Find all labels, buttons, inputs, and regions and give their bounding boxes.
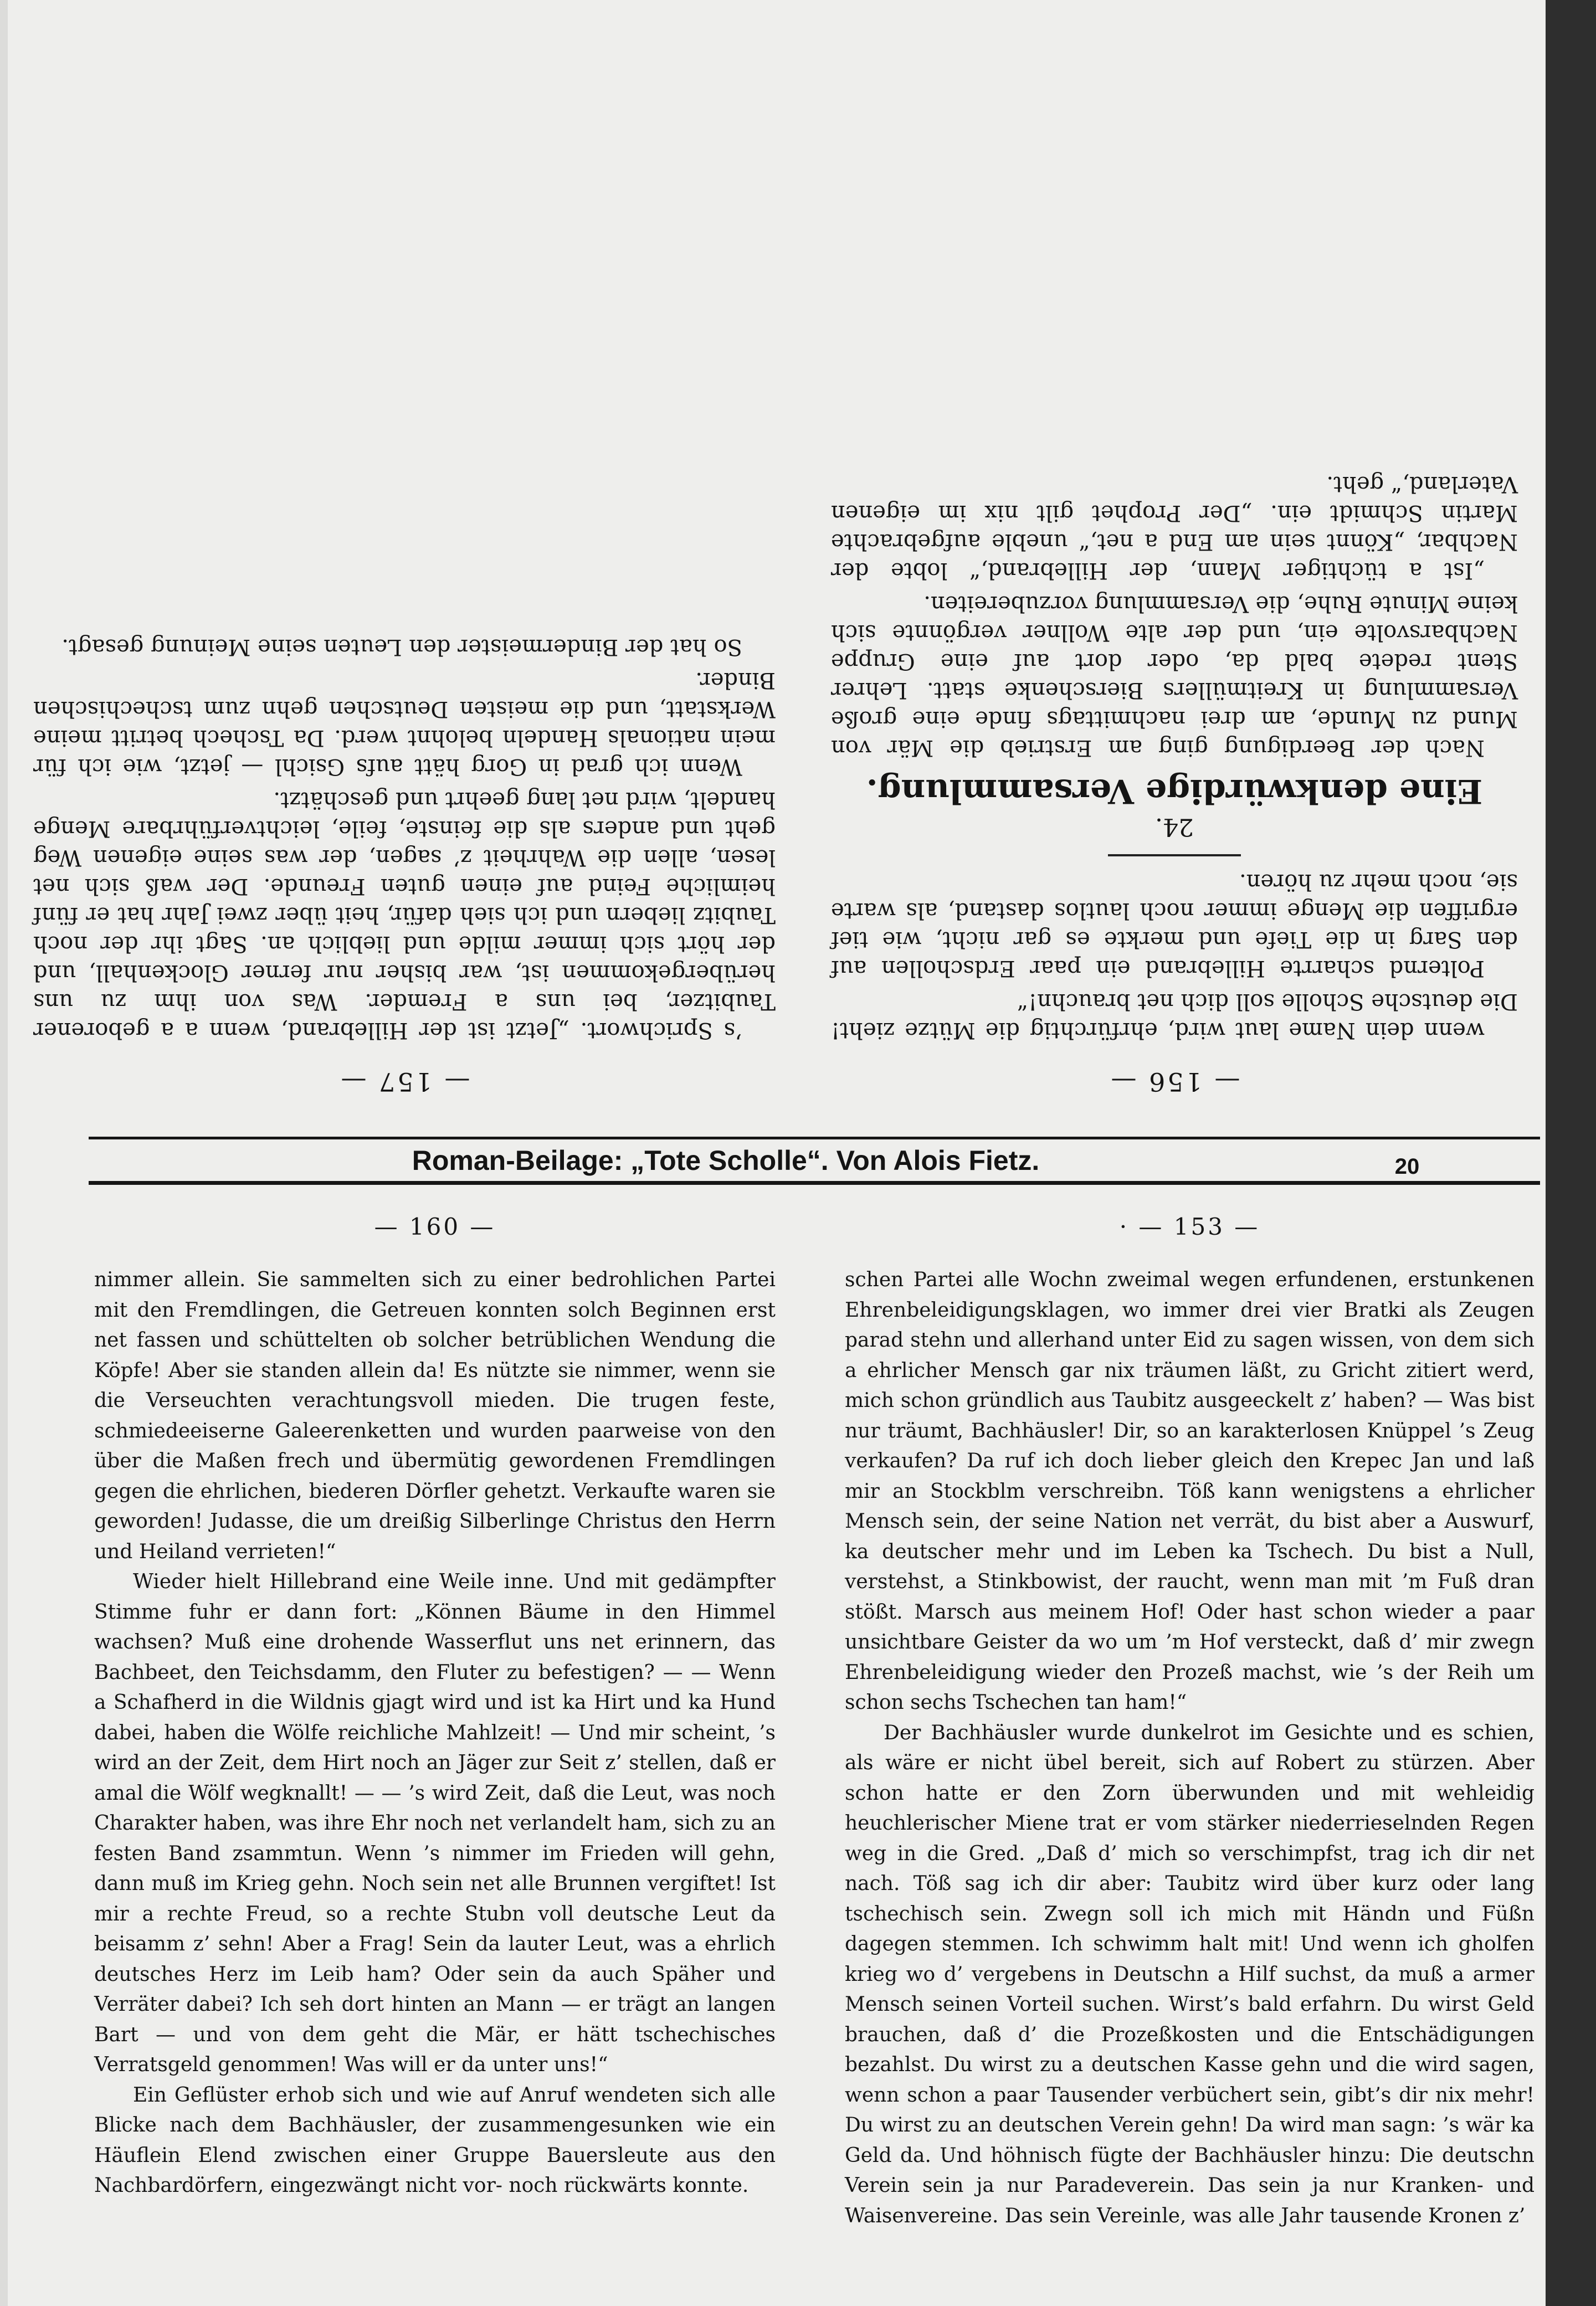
upper-left-page	[33, 0, 776, 1130]
paragraph: „Ist a tüchtiger Mann, der Hillebrand,“ lobte der Nachbar, „Könnt sein am End a net,“ uneble aufgebrachte Martin Schmidt ein. „Der Prophet gilt nix im eigenen Vaterland,“ geht.	[831, 471, 1518, 583]
paragraph: ’s Sprichwort. „Jetzt ist der Hillebrand, wenn a a geborener Taubitzer, bei uns a Fremder. Was von ihm zu uns herübergekommen ist, war bisher nur ferner Glockenhall, und der hört sich immer milde und lieblich an. Sagt ihr der noch Taubitz liebern und ich sieh dafür, heit über zwei Jahr hat er fünf heimliche Feind auf einen guten Freunde. Der waß sich net lesen, allen die Wahrheit z’ sagen, der was seine eigenen Weg geht und anders als die feinste, feile, leichtverführbare Menge handelt, wird net lang geehrt und geschätzt.	[33, 787, 776, 1043]
header-rule-top	[89, 1137, 1540, 1139]
paragraph: schen Partei alle Wochn zweimal wegen erfundenen, erstunkenen Ehrenbeleidigungsklagen, wo immer drei vier Bratki als Zeugen parad stehn und allerhand unter Eid zu sagen wissen, von dem sich a ehrlicher Mensch gar nix träumen läßt, zu Gricht zitiert werd, mich schon gründlich aus Taubitz ausgeeckelt z’ haben? — Was bist nur träumt, Bachhäusler! Dir, so an karakterlosen Knüppel ’s Zeug verkaufen? Da ruf ich doch lieber gleich den Krepec Jan und laß mir an Stockblm verschreibn. Töß kann wenigstens a ehrlicher Mensch sein, der seine Nation net verrät, du bist aber a Auswurf, ka deutscher mehr und im Leben ka Tschech. Du bist a Null, verstehst, a Stinkbowist, der raucht, wenn man mit ’m Fuß dran stößt. Marsch aus meinem Hof! Oder hast schon wieder a paar unsichtbare Geister da wo um ’m Hof versteckt, daß d’ mir zwegn Ehrenbeleidigung wieder den Prozeß machst, wie ’s der Reih um schon sechs Tschechen tan ham!“	[845, 1268, 1535, 1714]
issue-number: 20	[1394, 1154, 1420, 1179]
paragraph: Nach der Beerdigung ging am Erstrieb die Mär von Mund zu Munde, am drei nachmittags finde eine große Versammlung in Kreitmüllers Bierschenke statt. Lehrer Stent redete bald da, oder dort auf eine Gruppe Nachbarsvolte ein, und der alte Wollner vergönnte sich keine Minute Ruhe, die Versammlung vorzubereiten.	[831, 591, 1518, 761]
scan-left-edge	[0, 0, 8, 2306]
paragraph: Polternd scharrte Hillebrand ein paar Erdschollen auf den Sarg in die Tiefe und merkte es gar nicht, wie tief ergriffen die Menge immer noch lautlos dastand, als warte sie, noch mehr zu hören.	[831, 869, 1518, 981]
page-body	[94, 1265, 776, 2201]
header-rule-bottom	[89, 1181, 1540, 1185]
section-divider	[1108, 854, 1241, 856]
page-body	[845, 1265, 1535, 2231]
paragraph: Wenn ich grad in Gorg hätt aufs Gsichl — jetzt, wie ich für mein nationals Handeln belohnt werd. Da Tschech betritt meine Werkstatt, und die meisten Deutschen gehn zum tschechischen Binder.	[33, 667, 776, 779]
lower-left-page	[94, 1213, 776, 2201]
lower-right-page	[845, 1213, 1535, 2231]
page-body	[33, 633, 776, 1045]
paragraph: Wieder hielt Hillebrand eine Weile inne. Und mit gedämpfter Stimme fuhr er dann fort: „Können Bäume in den Himmel wachsen? Muß eine drohende Wasserflut uns net erinnern, das Bachbeet, den Teichsdamm, den Fluter zu befestigen? — — Wenn a Schafherd in die Wildnis gjagt wird und ist ka Hirt und ka Hund dabei, haben die Wölfe reichliche Mahlzeit! — Und mir scheint, ’s wird an der Zeit, dem Hirt noch an Jäger zur Seit z’ stellen, daß er amal die Wölf wegknallt! — — ’s wird Zeit, daß die Leut, was noch Charakter haben, was ihre Ehr noch net verlandelt ham, sich zu an festen Band zsammtun. Wenn ’s nimmer im Frieden will gehn, dann muß im Krieg gehn. Noch sein net alle Brunnen vergiftet! Ist mir a rechte Freud, so a rechte Stubn voll deutsche Leut da beisamm z’ sehn! Aber a Frag! Sein da lauter Leut, was a ehrlich deutsches Herz im Leib ham? Oder sein da auch Späher und Verräter dabei? Ich seh dort hinten an Mann — er trägt an langen Bart — und von dem geht die Mär, er hätt tschechisches Verratsgeld genommen! Was will er da unter uns!“	[94, 1570, 776, 2076]
paragraph: Ein Geflüster erhob sich und wie auf Anruf wendeten sich alle Blicke nach dem Bachhäusler, der zusammengesunken wie ein Häuflein Elend zwischen einer Gruppe Bauersleute aus den Nachbardörfern, eingezwängt nicht vor- noch rückwärts konnte.	[94, 2083, 776, 2197]
scan-right-edge	[1546, 0, 1596, 2306]
paragraph: wenn dein Name laut wird, ehrfürchtig die Mütze zieht! Die deutsche Scholle soll dich net brauchn!“	[831, 989, 1518, 1043]
page-number: — 156 —	[1109, 1067, 1240, 1097]
page-number: · — 153 —	[1119, 1213, 1260, 1240]
closing-line: So hat der Bindermeister den Leuten seine Meinung gesagt.	[61, 634, 742, 660]
page-number: — 157 —	[338, 1067, 470, 1097]
page-number: — 160 —	[374, 1213, 496, 1240]
paragraph: Der Bachhäusler wurde dunkelrot im Gesichte und es schien, als wäre er nicht übel bereit, sich auf Robert zu stürzen. Aber schon hatte er den Zorn überwunden und mit wehleidig heuchlerischer Miene trat er vom stärker niederrieselnden Regen weg in die Gred. „Daß d’ mich so verschimpfst, trag ich dir net nach. Töß sag ich dir aber: Taubitz wird über kurz oder lang tschechisch sein. Zwegn soll ich mich mit Händn und Füßn dagegen stemmen. Ich schwimm halt mit! Und wenn ich gholfen krieg wo d’ vergebens in Deutschn a Hilf suchst, da muß a armer Mensch seinen Vorteil suchen. Wirst’s bald erfahrn. Du wirst Geld brauchen, daß d’ die Prozeßkosten und die Entschädigungen bezahlst. Du wirst zu a deutschen Kasse gehn und die wird sagen, wenn schon a paar Tausender verbüchert sein, gibt’s dir nix mehr! Du wirst zu an deutschen Verein gehn! Da wird man sagn: ’s wär ka Geld da. Und höhnisch fügte der Bachhäusler hinzu: Die deutschn Verein sein ja nur Paradeverein. Das sein ja nur Kranken- und Waisenvereine. Das sein Vereinle, was alle Jahr tausende Kronen z’	[845, 1721, 1535, 2227]
chapter-title: Eine denkwürdige Versammlung.	[866, 772, 1483, 810]
chapter-number: 24.	[1155, 813, 1194, 841]
running-title: Roman-Beilage: „Tote Scholle“. Von Alois Fietz.	[412, 1145, 1040, 1176]
page-body	[831, 470, 1518, 1045]
paragraph: nimmer allein. Sie sammelten sich zu einer bedrohlichen Partei mit den Fremdlingen, die Getreuen konnten solch Beginnen erst net fassen und schüttelten ob solcher betrüblichen Wendung die Köpfe! Aber sie standen allein da! Es nützte sie nimmer, wenn sie die Verseuchten verachtungsvoll mieden. Die trugen feste, schmiedeeiserne Galeerenketten und wurden paarweise von den über die Maßen frech und übermütig gewordenen Fremdlingen gegen die ehrlichen, biederen Dörfler gehetzt. Verkaufte waren sie geworden! Judasse, die um dreißig Silberlinge Christus den Herrn und Heiland verrieten!“	[94, 1268, 776, 1563]
upper-right-page	[831, 0, 1518, 1130]
